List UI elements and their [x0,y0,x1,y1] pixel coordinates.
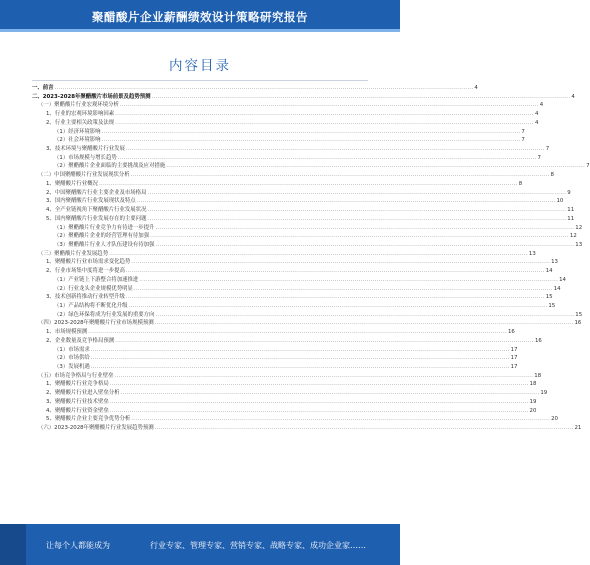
toc-entry-title: 4、聚醋酸片行业资金壁垒 [46,407,109,414]
toc-entry-title: （2）聚醋酸片企业面临的主要挑战及应对措施 [54,163,166,170]
toc-leader-dots [109,250,528,259]
toc-divider [32,80,368,81]
toc-leader-dots [126,293,545,302]
toc-leader-dots [126,145,545,154]
toc-entry-page: 12 [569,233,577,240]
toc-leader-dots [115,110,534,119]
toc-entry-page: 4 [474,85,478,91]
toc-entry-title: 3、技术创新将推动行业转型升级 [46,294,125,301]
toc-entry-page: 11 [567,207,575,214]
toc-leader-dots [147,215,566,224]
toc-entry-title: （六）2023-2028年聚醋酸片行业发展趋势预测 [38,425,154,432]
toc-entry-title: （2）行业龙头企业规模优势明显 [54,285,133,292]
toc-entry-page: 7 [521,137,525,144]
toc-entry-title: 3、国内聚醋酸片行业发展现状及特点 [46,198,136,205]
toc-entry-title: （2）绿色环保将成为行业发展的重要方向 [54,311,155,318]
toc-entry-page: 4 [534,119,539,126]
toc-entry-page: 11 [567,215,575,222]
toc-entry-title: （一）聚醋酸片行业宏观环境分析 [38,102,119,109]
toc-entry-title: 2、行业市场集中度将进一步提高 [46,268,125,275]
toc-entry[interactable] [32,258,558,267]
toc-entry-title: （3）聚醋酸片行业人才队伍建设有待加强 [54,241,155,248]
toc-leader-dots [121,389,540,398]
toc-leader-dots [152,93,571,102]
toc-entry-page: 14 [559,276,566,283]
toc-entry[interactable] [32,302,556,311]
toc-entry-page: 4 [539,102,544,109]
toc-entry-title: （2）社会环境影响 [54,137,101,144]
toc-entry-page: 8 [550,172,554,179]
toc-entry-title: （2）市场供给 [54,355,90,362]
toc-leader-dots [155,224,574,233]
toc-entry-title: （3）发展机遇 [54,364,90,370]
toc-leader-dots [110,380,529,389]
toc-leader-dots [155,311,574,320]
toc-entry-title: （四）2023-2028年聚醋酸片行业市场规模预测 [38,320,154,327]
toc-entry-page: 17 [510,364,518,370]
toc-entry-page: 21 [574,425,582,432]
toc-entry-title: （三）聚醋酸片行业发展趋势 [38,250,109,257]
toc-entry-title: 3、聚醋酸片行业技术壁垒 [46,398,109,405]
toc-leader-dots [147,189,566,198]
toc-entry-page: 4 [534,111,539,118]
toc-entry[interactable] [32,241,583,250]
toc-entry-page: 7 [545,146,550,153]
toc-leader-dots [118,154,537,163]
toc-entry-title: （二）中国聚醋酸片行业发展现状分析 [38,172,130,179]
toc-entry[interactable] [32,363,518,372]
toc-entry-page: 15 [548,302,556,309]
toc-leader-dots [131,415,550,424]
toc-entry[interactable] [32,119,539,128]
toc-entry[interactable] [32,267,553,276]
toc-leader-dots [114,372,533,381]
toc-leader-dots [139,276,558,285]
toc-leader-dots [129,302,548,311]
toc-entry[interactable] [32,206,575,215]
toc-entry-title: （五）市场竞争格局与行业壁垒 [38,372,114,379]
toc-leader-dots [155,319,574,328]
toc-leader-dots [137,197,556,206]
toc-entry-title: 2、中国聚醋酸片行业主要企业及市场格局 [46,189,147,196]
toc-entry[interactable] [32,136,525,145]
toc-entry-title: 2、企业数量及竞争格局预测 [46,337,115,344]
toc-entry-page: 13 [528,250,536,257]
toc-entry[interactable] [32,215,575,224]
toc-entry-page: 17 [510,346,518,353]
toc-entry-page: 14 [545,268,553,275]
toc-entry[interactable] [32,354,518,363]
toc-entry[interactable] [32,93,575,102]
toc-entry-title: 1、聚醋酸片行业竞争格局 [46,381,109,388]
toc-entry-title: 5、国内聚醋酸片行业发展存在的主要问题 [46,215,147,222]
toc-entry[interactable] [32,293,553,302]
toc-leader-dots [91,346,510,355]
toc-leader-dots [155,241,574,250]
toc-entry-page: 14 [553,285,561,292]
toc-entry[interactable] [32,128,525,137]
toc-entry[interactable] [32,101,544,110]
footer-tagline-left: 让每个人都能成为 [46,541,110,550]
toc-leader-dots [134,285,553,294]
toc-entry-title: 一、前言 [32,85,54,91]
toc-entry-title: （1）产品结构将不断优化升级 [54,302,128,309]
footer-tagline-right: 行业专家、管理专家、营销专家、战略专家、成功企业家…… [150,541,366,550]
toc-entry[interactable] [32,180,523,189]
toc-entry-page: 13 [551,259,558,266]
toc-entry-page: 7 [586,163,590,170]
table-of-contents [32,84,590,433]
toc-entry[interactable] [32,311,583,320]
toc-entry[interactable] [32,328,515,337]
toc-entry[interactable] [32,276,566,285]
toc-entry-page: 20 [551,416,558,423]
toc-entry[interactable] [32,110,539,119]
toc-leader-dots [55,84,474,93]
toc-entry[interactable] [32,250,536,259]
toc-entry-page: 8 [518,180,523,187]
toc-entry[interactable] [32,197,564,206]
toc-leader-dots [88,328,507,337]
toc-entry[interactable] [32,285,561,294]
toc-entry-page: 13 [575,241,583,248]
toc-entry[interactable] [32,380,537,389]
toc-leader-dots [126,267,545,276]
report-title: 聚醋酸片企业薪酬绩效设计策略研究报告 [92,10,308,24]
toc-entry[interactable] [32,407,537,416]
toc-entry-page: 20 [529,407,537,414]
toc-entry-title: （2）聚醋酸片企业的经营管理有待加强 [54,233,150,240]
toc-entry[interactable] [32,162,590,171]
toc-leader-dots [102,136,521,145]
toc-entry[interactable] [32,84,478,93]
toc-entry-title: 2、行业主要相关政策及法规 [46,119,115,126]
toc-entry-title: 4、全产业链视角下聚醋酸片行业发展状况 [46,207,147,214]
toc-entry-title: 3、技术环境与聚醋酸片行业发展 [46,146,125,153]
toc-entry-title: （1）市场规模与增长趋势 [54,154,117,161]
toc-leader-dots [150,232,569,241]
toc-entry[interactable] [32,389,548,398]
toc-entry-title: 1、市场规模预测 [46,329,88,336]
toc-leader-dots [115,119,534,128]
toc-heading: 内容目录 [169,58,231,74]
toc-leader-dots [131,171,550,180]
toc-entry-page: 7 [537,154,541,161]
toc-entry-page: 18 [529,381,537,388]
toc-leader-dots [120,101,539,110]
toc-leader-dots [166,162,585,171]
toc-leader-dots [147,206,566,215]
toc-entry-page: 16 [574,320,582,327]
toc-entry-page: 10 [556,198,564,205]
toc-leader-dots [155,424,574,433]
toc-entry[interactable] [32,415,558,424]
toc-entry[interactable] [32,189,571,198]
toc-entry[interactable] [32,424,582,433]
toc-entry-page: 15 [575,311,583,318]
toc-entry[interactable] [32,398,537,407]
toc-entry[interactable] [32,232,577,241]
toc-leader-dots [102,128,521,137]
toc-entry-page: 15 [545,294,553,301]
toc-entry-page: 16 [507,329,515,336]
toc-entry-page: 16 [534,337,542,344]
toc-entry-page: 4 [571,93,575,100]
footer-accent [0,524,26,565]
toc-entry[interactable] [32,346,518,355]
toc-entry[interactable] [32,372,542,381]
toc-entry-page: 12 [575,224,583,231]
toc-entry-page: 18 [534,372,542,379]
toc-entry-page: 17 [510,355,518,362]
toc-entry-title: （1）经济环境影响 [54,128,101,135]
toc-entry[interactable] [32,337,542,346]
toc-entry-title: （1）产业链上下游整合将加速推进 [54,276,139,283]
toc-entry-title: 1、聚醋酸片行业概况 [46,180,98,187]
toc-leader-dots [110,398,529,407]
toc-entry-title: （1）市场需求 [54,346,90,353]
toc-leader-dots [131,258,550,267]
toc-entry[interactable] [32,154,541,163]
toc-entry-title: （1）聚醋酸片行业竞争力有待进一步提升 [54,224,155,231]
toc-entry-page: 19 [529,398,537,405]
toc-entry-title: 二、2023-2028年聚醋酸片市场前景及趋势预测 [32,93,151,100]
toc-entry[interactable] [32,224,583,233]
toc-entry[interactable] [32,145,550,154]
toc-leader-dots [99,180,518,189]
toc-entry-title: 5、聚醋酸片企业主要竞争优势分析 [46,416,131,423]
toc-leader-dots [91,354,510,363]
header-stripe [0,29,400,32]
toc-leader-dots [91,363,510,372]
toc-entry[interactable] [32,171,554,180]
footer-banner [0,524,400,565]
toc-entry-title: 1、行业的宏观环境影响因素 [46,111,115,118]
toc-entry-page: 7 [521,128,525,135]
toc-entry[interactable] [32,319,582,328]
toc-entry-page: 9 [567,189,571,196]
toc-entry-title: 1、聚醋酸片行业市场需求变化趋势 [46,259,131,266]
toc-entry-page: 19 [540,390,548,397]
toc-leader-dots [110,407,529,416]
toc-entry-title: 2、聚醋酸片行业进入壁垒分析 [46,390,120,397]
toc-leader-dots [115,337,534,346]
